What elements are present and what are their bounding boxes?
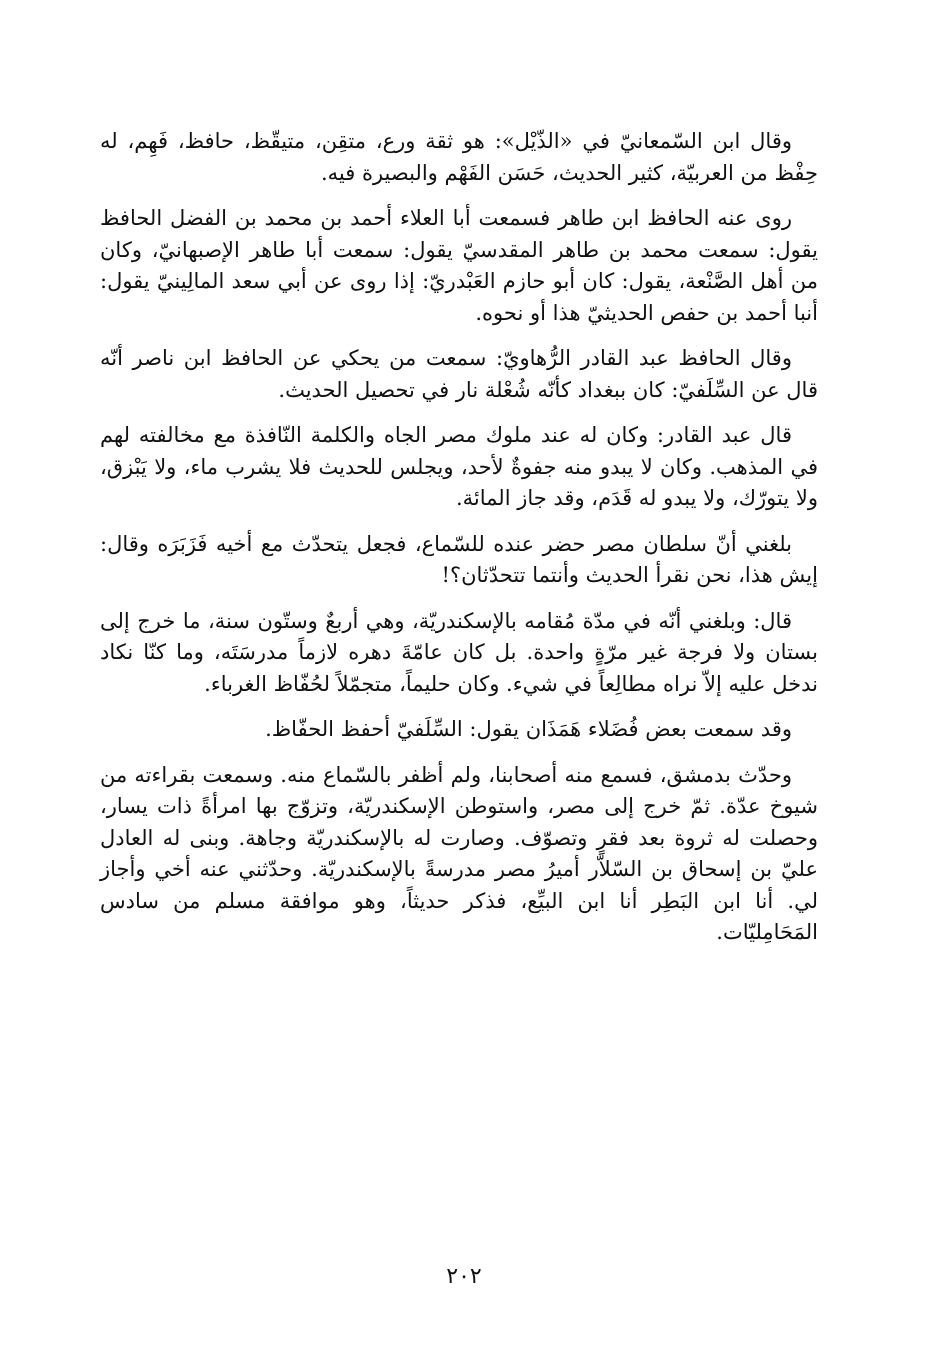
paragraph-ruhawi: وقال الحافظ عبد القادر الرُّهاويّ: سمعت من يحكي عن الحافظ ابن ناصر أنّه قال عن السِّلَفيّ: كان ببغداد كأنّه شُعْلة نار في تحصيل الحديث. — [100, 346, 818, 402]
paragraph-ibn-samani: وقال ابن السّمعانيّ في «الذّيْل»: هو ثقة ورع، متقِن، متيقّظ، حافظ، فَهِم، له حِفْظ من العربيّة، كثير الحديث، حَسَن الفَهْم والبصيرة فيه. — [100, 129, 818, 185]
paragraph-alexandria: قال: وبلغني أنّه في مدّة مُقامه بالإسكندريّة، وهي أربعٌ وستّون سنة، ما خرج إلى بستان ولا فرجة غير مرّةٍ واحدة. بل كان عامّةَ دهره لازماً مدرسَتَه، وما كنّا نكاد ندخل عليه إلاّ نراه مطالِعاً في شيء. وكان حليماً، متجمّلاً لحُفّاظ الغرباء. — [100, 608, 818, 696]
paragraph-abd-al-qadir: قال عبد القادر: وكان له عند ملوك مصر الجاه والكلمة النّافذة مع مخالفته لهم في المذهب. وكان لا يبدو منه جفوةٌ لأحد، ويجلس للحديث فلا يشرب ماء، ولا يَبْزق، ولا يتورّك، ولا يبدو له قَدَم، وقد جاز المائة. — [100, 423, 818, 510]
body-text — [100, 126, 818, 949]
paragraph-damascus: وحدّث بدمشق، فسمع منه أصحابنا، ولم أظفر بالسّماع منه. وسمعت بقراءته من شيوخ عدّة. ثمّ خرج إلى مصر، واستوطن الإسكندريّة، وتزوّج بها امرأةً ذات يسار، وحصلت له ثروة بعد فقرٍ وتصوّف. وصارت له بالإسكندريّة وجاهة. وبنى له العادل عليّ بن إسحاق بن السّلاّر أميرُ مصر مدرسةً بالإسكندريّة. وحدّثني عنه أخي وأجاز لي. أنا ابن البَطِر أنا ابن البيِّع، فذكر حديثاً، وهو موافقة مسلم من سادس المَحَامِليّات. — [100, 762, 818, 944]
paragraph-hamadhan: وقد سمعت بعض فُضَلاء هَمَذَان يقول: السِّلَفيّ أحفظ الحفّاظ. — [265, 717, 792, 741]
page-number: ٢٠٢ — [446, 1264, 482, 1289]
paragraph-ibn-tahir: روى عنه الحافظ ابن طاهر فسمعت أبا العلاء أحمد بن محمد بن الفضل الحافظ يقول: سمعت محمد بن طاهر المقدسيّ يقول: سمعت أبا طاهر الإصبهانيّ، وكان من أهل الصَّنْعة، يقول: كان أبو حازم العَبْدريّ: إذا روى عن أبي سعد المالِينيّ يقول: أنبا أحمد بن حفص الحديثيّ هذا أو نحوه. — [100, 206, 818, 325]
paragraph-sultan: بلغني أنّ سلطان مصر حضر عنده للسّماع، فجعل يتحدّث مع أخيه فَزَبَرَه وقال: إيش هذا، نحن نقرأ الحديث وأنتما تتحدّثان؟! — [100, 531, 818, 587]
